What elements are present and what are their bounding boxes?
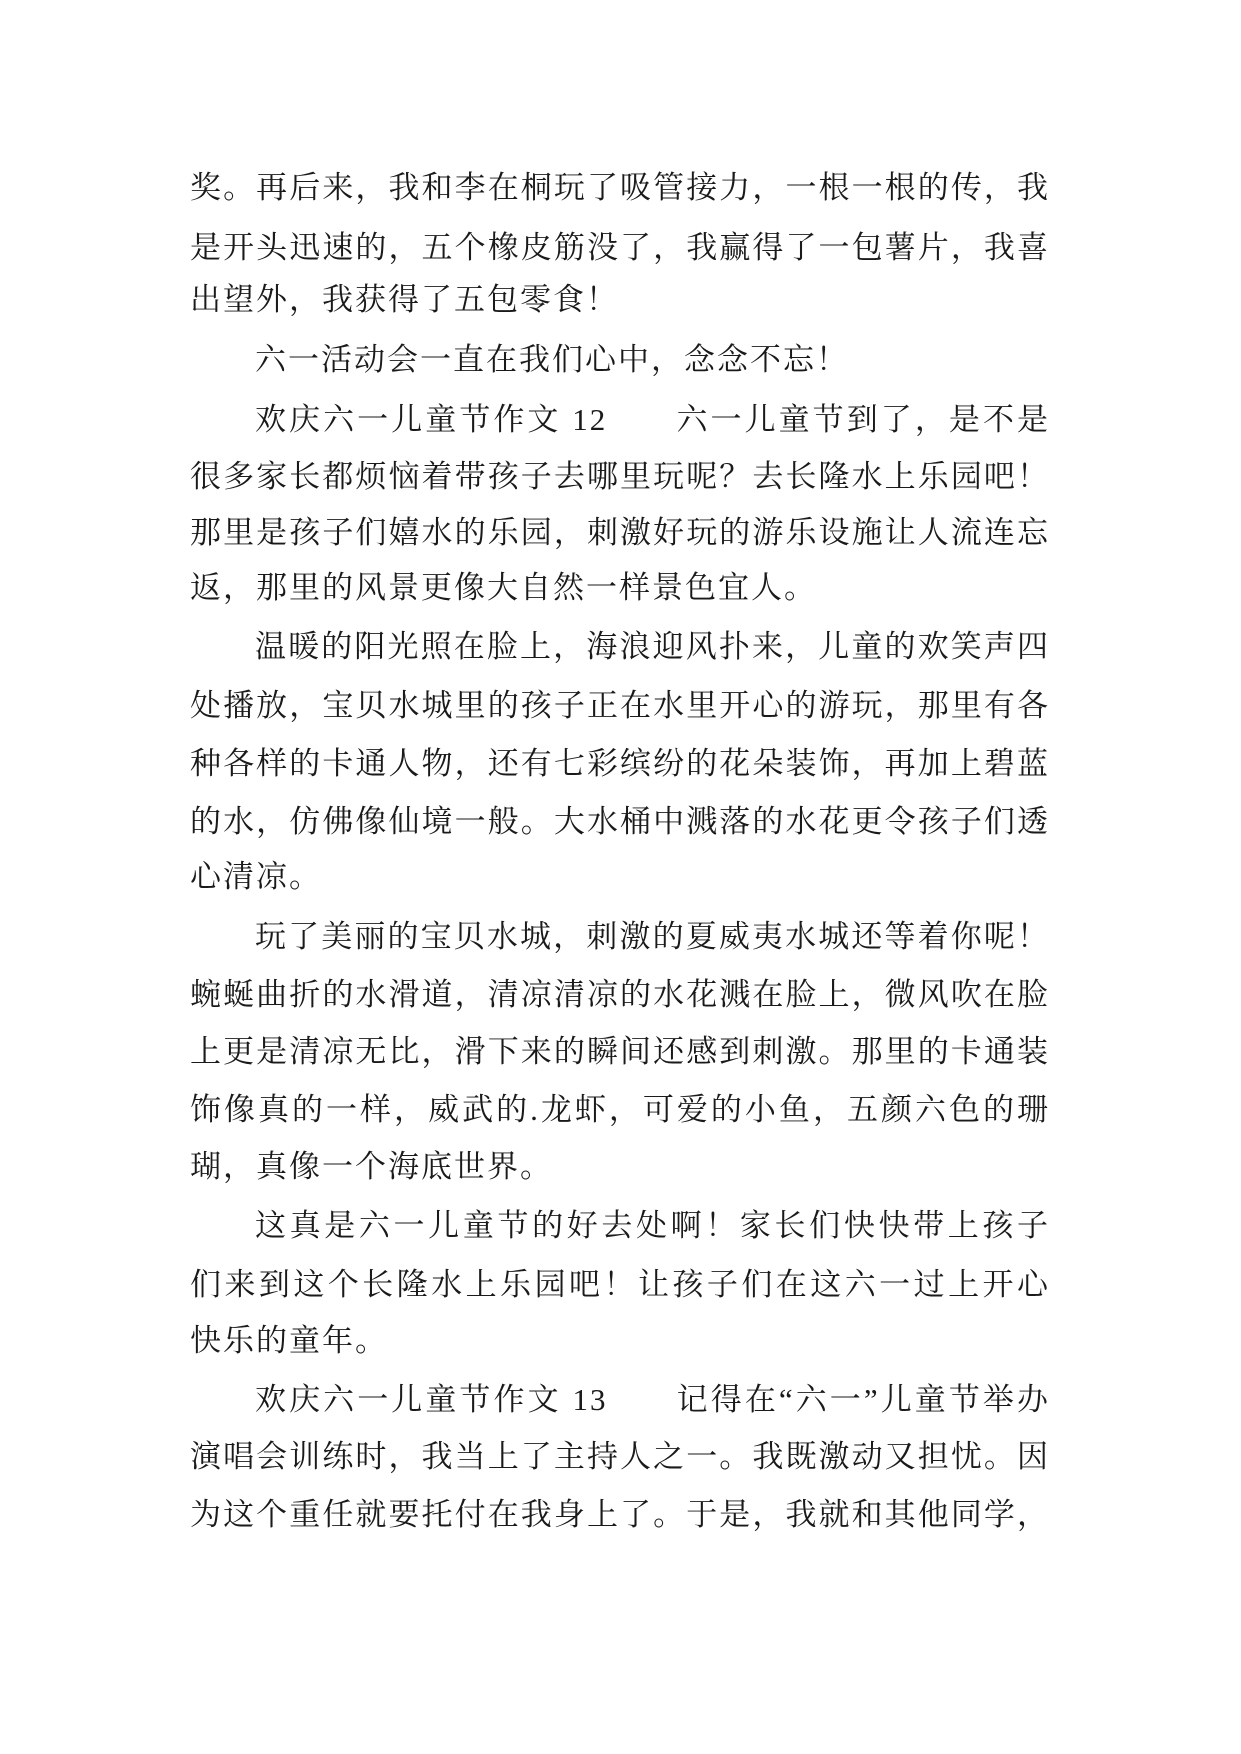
text-line: 上更是清凉无比，滑下来的瞬间还感到刺激。那里的卡通装 bbox=[190, 1034, 1050, 1069]
text-line: 演唱会训练时，我当上了主持人之一。我既激动又担忧。因 bbox=[190, 1439, 1050, 1474]
text-line: 们来到这个长隆水上乐园吧！让孩子们在这六一过上开心 bbox=[190, 1267, 1050, 1302]
text-line: 是开头迅速的，五个橡皮筋没了，我赢得了一包薯片，我喜 bbox=[190, 230, 1050, 265]
text-line: 很多家长都烦恼着带孩子去哪里玩呢？去长隆水上乐园吧！ bbox=[190, 459, 1050, 494]
text-line: 处播放，宝贝水城里的孩子正在水里开心的游玩，那里有各 bbox=[190, 688, 1050, 723]
text-line: 快乐的童年。 bbox=[190, 1323, 388, 1358]
essay-heading-line: 欢庆六一儿童节作文 13 记得在“六一”儿童节举办 bbox=[255, 1382, 1050, 1417]
text-line: 出望外，我获得了五包零食！ bbox=[190, 282, 619, 317]
text-line: 温暖的阳光照在脸上，海浪迎风扑来，儿童的欢笑声四 bbox=[255, 629, 1050, 664]
text-line: 蜿蜒曲折的水滑道，清凉清凉的水花溅在脸上，微风吹在脸 bbox=[190, 977, 1050, 1012]
text-line: 玩了美丽的宝贝水城，刺激的夏威夷水城还等着你呢！ bbox=[255, 919, 1050, 954]
essay-heading-line: 欢庆六一儿童节作文 12 六一儿童节到了，是不是 bbox=[255, 402, 1050, 437]
text-line: 种各样的卡通人物，还有七彩缤纷的花朵装饰，再加上碧蓝 bbox=[190, 746, 1050, 781]
text-line: 这真是六一儿童节的好去处啊！家长们快快带上孩子 bbox=[255, 1208, 1050, 1243]
text-line: 那里是孩子们嬉水的乐园，刺激好玩的游乐设施让人流连忘 bbox=[190, 515, 1050, 550]
text-line: 心清凉。 bbox=[190, 859, 322, 894]
text-line: 的水，仿佛像仙境一般。大水桶中溅落的水花更令孩子们透 bbox=[190, 804, 1050, 839]
text-line: 瑚，真像一个海底世界。 bbox=[190, 1149, 553, 1184]
text-line: 六一活动会一直在我们心中，念念不忘！ bbox=[255, 342, 849, 377]
text-line: 奖。再后来，我和李在桐玩了吸管接力，一根一根的传，我 bbox=[190, 170, 1050, 205]
text-line: 返，那里的风景更像大自然一样景色宜人。 bbox=[190, 570, 817, 605]
text-line: 为这个重任就要托付在我身上了。于是，我就和其他同学， bbox=[190, 1497, 1050, 1532]
text-line: 饰像真的一样，威武的.龙虾，可爱的小鱼，五颜六色的珊 bbox=[190, 1092, 1050, 1127]
